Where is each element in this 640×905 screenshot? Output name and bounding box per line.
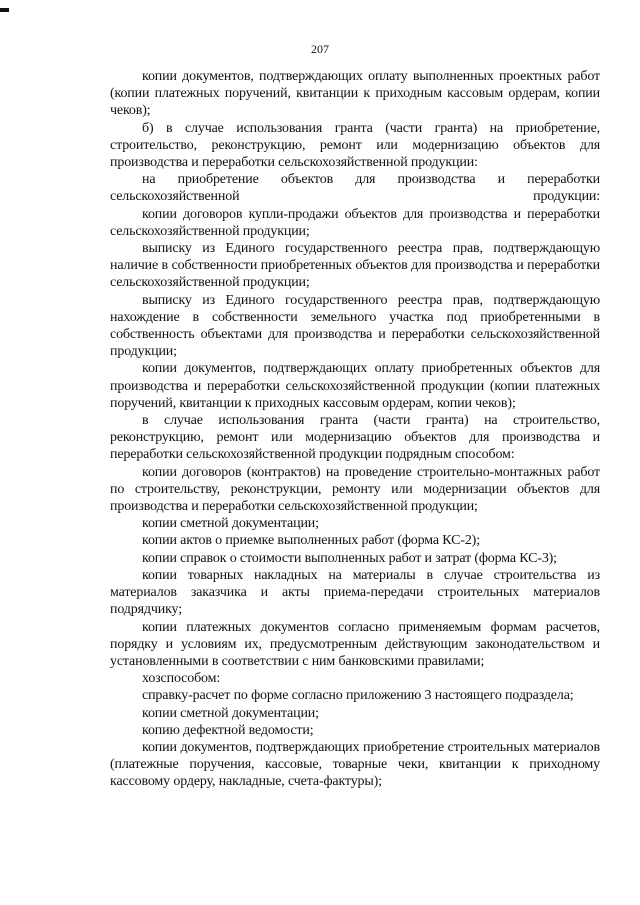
paragraph-ks2-acts: копии актов о приемке выполненных работ (форма КС-2); [142, 533, 480, 549]
paragraph-self-method-heading: хозспособом: [142, 671, 221, 687]
paragraph-defect-statement: копию дефектной ведомости; [142, 722, 314, 738]
paragraph-estimate-docs: копии сметной документации; [142, 516, 319, 532]
paragraph-ks3-certificates: копии справок о стоимости выполненных работ и затрат (форма КС-3); [142, 550, 557, 566]
paragraph-grant-section-b: б) в случае использования гранта (части гранта) на приобретение, строительство, реконструкцию, ремонт или модернизацию объектов для производства и переработки сельскохозяйственной продукции: [110, 120, 600, 171]
paragraph-sale-contracts: копии договоров купли-продажи объектов для производства и переработки сельскохозяйственной продукции; [110, 206, 600, 239]
paragraph-construction-contracts: копии договоров (контрактов) на проведение строительно-монтажных работ по строительству, реконструкции, ремонту или модернизации объектов для производства и переработки сельскохозяйственной продукции; [110, 464, 600, 515]
paragraph-estimate-docs-self: копии сметной документации; [142, 705, 319, 721]
paragraph-waybills: копии товарных накладных на материалы в случае строительства из материалов заказчика и акты приема-передачи строительных материалов подрядчику; [110, 567, 600, 618]
paragraph-registry-extract-land: выписку из Единого государственного реестра прав, подтверждающую нахождение в собственности земельного участка под приобретенными в собственность объектами для производства и переработки сельскохозяйственной продукции; [110, 292, 600, 360]
paragraph-payment-docs-design: копии документов, подтверждающих оплату выполненных проектных работ (копии платежных поручений, квитанции к приходным кассовым ордерам, копии чеков); [110, 69, 600, 119]
paragraph-payment-documents: копии платежных документов согласно применяемым формам расчетов, порядку и условиям их, предусмотренным действующим законодательством и установленными в соответствии с ним банковскими правилами; [110, 619, 600, 669]
page-number: 207 [311, 42, 329, 56]
paragraph-payment-docs-objects: копии документов, подтверждающих оплату приобретенных объектов для производства и переработки сельскохозяйственной продукции (копии платежных поручений, квитанции к приходных кассовым ордерам, копии чеков); [110, 361, 600, 411]
paragraph-contractor-method: в случае использования гранта (части гранта) на строительство, реконструкцию, ремонт или модернизацию объектов для производства и переработки сельскохозяйственной продукции подрядным способом: [110, 413, 600, 463]
paragraph-materials-purchase-docs: копии документов, подтверждающих приобретение строительных материалов (платежные поручения, кассовые, товарные чеки, квитанции к приходному кассовому ордеру, накладные, счета-фактуры); [110, 739, 600, 790]
scan-corner-mark [0, 8, 9, 12]
document-body [110, 68, 600, 791]
paragraph-purchase-heading: на приобретение объектов для производства и переработки сельскохозяйственной продукции: [110, 172, 600, 205]
paragraph-calculation-certificate: справку-расчет по форме согласно приложению 3 настоящего подраздела; [142, 688, 574, 704]
paragraph-registry-extract-objects: выписку из Единого государственного реестра прав, подтверждающую наличие в собственности приобретенных объектов для производства и переработки сельскохозяйственной продукции; [110, 241, 600, 291]
